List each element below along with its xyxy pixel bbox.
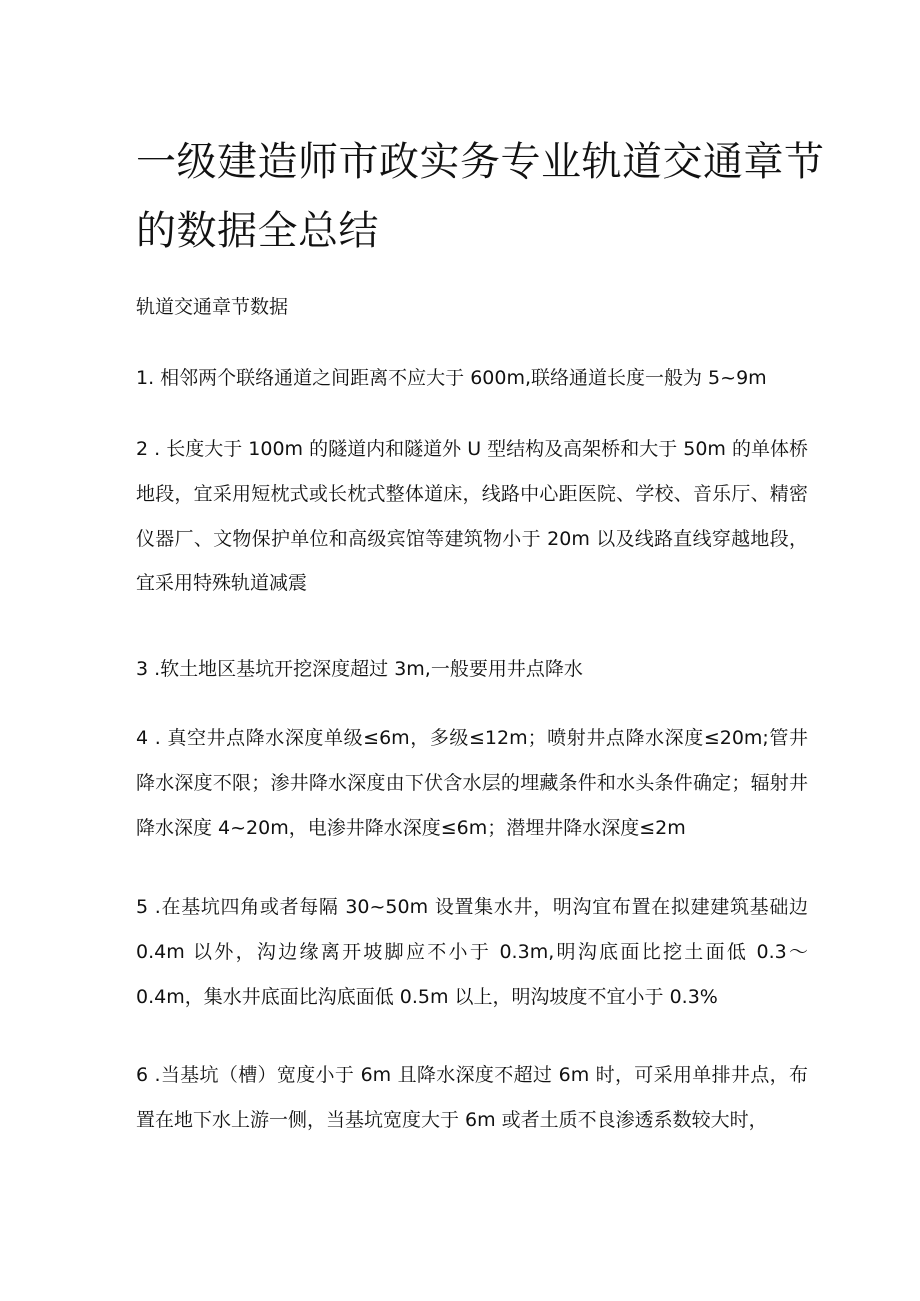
document-title: 一级建造师市政实务专业轨道交通章节的数据全总结 — [136, 139, 825, 254]
paragraph-6: 6 .当基坑（槽）宽度小于 6m 且降水深度不超过 6m 时，可采用单排井点，布置在地下水上游一侧，当基坑宽度大于 6m 或者土质不良渗透系数较大时， — [136, 1064, 808, 1131]
section-heading: 轨道交通章节数据 — [136, 296, 289, 318]
paragraph-4: 4 . 真空井点降水深度单级≤6m，多级≤12m；喷射井点降水深度≤20m;管井降水深度不限；渗井降水深度由下伏含水层的埋藏条件和水头条件确定；辐射井降水深度 4~20m，电渗井降水深度≤6m；潜埋井降水深度≤2m — [136, 727, 808, 839]
paragraph-5: 5 .在基坑四角或者每隔 30~50m 设置集水井，明沟宜布置在拟建建筑基础边 0.4m 以外，沟边缘离开坡脚应不小于 0.3m,明沟底面比挖土面低 0.3～0.4m，集水井底面比沟底面低 0.5m 以上，明沟坡度不宜小于 0.3% — [136, 896, 808, 1008]
paragraph-3: 3 .软土地区基坑开挖深度超过 3m,一般要用井点降水 — [136, 658, 583, 680]
paragraph-1: 1. 相邻两个联络通道之间距离不应大于 600m,联络通道长度一般为 5~9m — [136, 367, 767, 389]
paragraph-2: 2 . 长度大于 100m 的隧道内和隧道外 U 型结构及高架桥和大于 50m 的单体桥地段，宜采用短枕式或长枕式整体道床，线路中心距医院、学校、音乐厅、精密仪器厂、文物保护单位和高级宾馆等建筑物小于 20m 以及线路直线穿越地段，宜采用特殊轨道减震 — [136, 438, 808, 595]
